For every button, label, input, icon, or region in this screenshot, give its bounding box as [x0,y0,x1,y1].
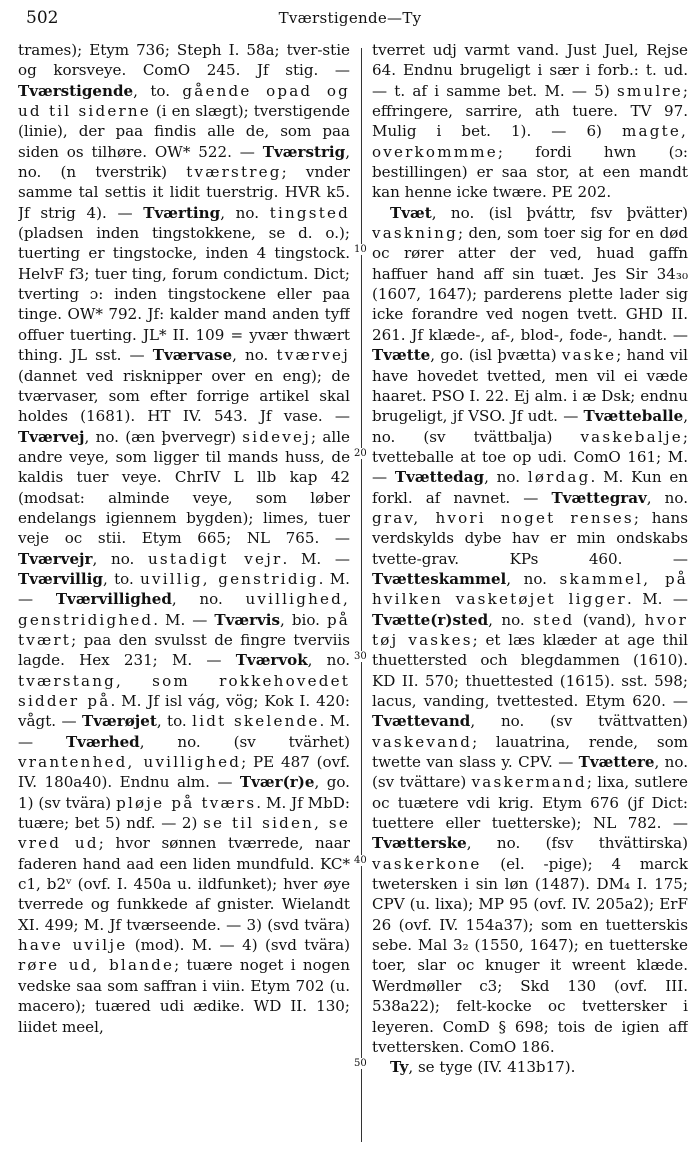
entry-text: , go. 1) (sv tvära) [18,773,350,812]
entry-text: ; PE 487 (ovf. IV. 180a40). Endnu alm. — [18,753,350,792]
headword: Tvætterske [372,834,467,853]
definition: tværstang, som rokkehovedet sidder på [18,671,350,710]
definition: se til siden, se vred ud [18,814,350,853]
headword: Tværstigende [18,81,134,100]
definition: vaskning [372,224,458,243]
headword: Tværvase [152,346,233,365]
entry-text: . M. — [153,610,215,629]
entry-text: , no. [646,488,688,507]
definition: hvor tøj vaskes [372,610,688,649]
entry-text: . M. — [626,590,688,609]
headword: Tværting [143,203,221,222]
entry-text: ; vnder samme tal settis it lidit tuerstrig. HVR k5. Jf strig 4). — [18,163,350,222]
entry-text: ; lixa, sutlere oc tuætere vdi krig. Etym 676 (jf Dict: tuettere eller tuetterske); NL 782. — [372,773,688,833]
definition: uvillighed, genstridighed [18,590,350,629]
entry-text: ; hans verdskylds dybe hav er min ondskabs tvette-grav. KPs 460. — [372,508,688,568]
headword: Tværøjet [82,712,157,731]
entry-text: , no. (sv tvättbalja) [372,407,688,446]
entry-text: . M. Jf isl vág, vög; Kok I. 420: vågt. — [18,692,350,731]
headword: Ty [390,1058,409,1077]
headword: Tvættere [578,753,655,772]
definition: sted [533,610,575,629]
headword: Tværvej [18,427,85,446]
headword: Tvæt [390,203,432,222]
entry-text: , no. [506,569,560,588]
headword: Tvætte [372,346,431,365]
page-header [0,0,700,36]
definition: vrantenhed, uvillighed [18,753,242,772]
entry-text: (dannet ved risknipper over en eng); de tværvaser, som efter forrige artikel skal holdes (1681). HT IV. 543. Jf vase. — [18,366,350,426]
headword: Tvær(r)e [239,773,315,792]
entry-text: , to. [102,569,141,588]
line-number: 50 [354,1058,367,1069]
entry-text: , to. [156,712,193,731]
dictionary-paragraph [372,40,688,203]
entry-text: , no. [171,590,246,609]
entry-text: , se tyge (IV. 413b17). [408,1058,576,1077]
headword: Tværhed [65,732,140,751]
definition: skammel, på hvilken vasketøjet ligger [372,569,688,609]
definition: vaske [561,346,617,365]
definition: vaskevand [372,732,473,751]
entry-text: , no. [307,651,350,670]
entry-text: ; hand vil have hovedet tvetted, men vil ei væde haaret. PSO I. 22. Ej alm. i æ Dsk; endnu brugeligt, jf VSO. Jf udt. — [372,346,688,426]
entry-text: , no. [92,549,149,568]
definition: lørdag [527,468,591,487]
entry-text: . M. — [282,549,350,568]
definition: vaskerkone [372,854,482,873]
headword: Tværvis [214,610,281,629]
definition: pløje på tværs [116,793,257,812]
entry-text: . M. — [18,569,350,609]
definition: gående opad og ud til siderne [18,81,350,121]
definition: uvillig, genstridig [140,569,319,588]
definition: grav, hvori noget renses [372,508,634,527]
entry-text: , bio. [280,610,327,629]
entry-text: , no. (sv tvättare) [372,753,688,792]
left-column [18,40,350,1136]
entry-text: . M. — [18,712,350,751]
definition: magte, overkommme [372,122,688,161]
dictionary-paragraph [372,203,688,1057]
entry-text: . M. Jf MbD: tuære; bet 5) ndf. — 2) [18,793,350,833]
headword: Tværvillig [18,569,103,588]
entry-text: ; tuære noget i nogen vedske saa som saffran i viin. Etym 702 (u. macero); tuæred udi ædike. WD II. 130; liidet meel, [18,956,350,1036]
headword: Tværvok [235,651,308,670]
column-divider [361,48,362,1142]
entry-text: ; tvetteballe at toe op udi. ComO 161; M. — [372,427,688,487]
dictionary-paragraph [372,1057,688,1077]
line-number: 30 [354,651,367,662]
headword: Tværvejr [18,549,93,568]
entry-text: , no. (fsv thvättirska) [466,834,688,853]
entry-text: (el. -pige); 4 marck twetersken i sin løn (1487). DM₄ I. 175; CPV (u. lixa); MP 95 (ovf. IV. 205a2); ErF 26 (ovf. IV. 154a37); som en tuetterskis sebe. Mal 3₂ (1550, 1647); en tuetterske toer, slar oc knuger it wreent klæde. Werdmøller c3; Skd 130 (ovf. III. 538a22); felt-kocke oc tvettersker i leyeren. ComD § 698; tois de igien aff tvettersken. ComO 186. [372,854,688,1056]
definition: røre ud, blande [18,956,175,975]
entry-text: , no. [488,610,534,629]
headword: Tvætteskammel [372,569,507,588]
line-number: 40 [354,855,367,866]
definition: på tvært [18,610,350,649]
definition: vaskebalje [580,427,683,446]
entry-text: , no. [232,346,277,365]
dictionary-paragraph [18,40,350,1037]
entry-text: ; hvor sønnen tværrede, naar faderen hand aad een liden mundfuld. KC* c1, b2ᵛ (ovf. I. 450a u. ildfunket); hver øye tverrede og funkkede af gnister. Wielandt XI. 499; M. Jf tværseende. — 3) (svd tvära) [18,834,350,934]
definition: vaskermand [471,773,587,792]
headword: Tvætte(r)sted [372,610,489,629]
definition: have uvilje [18,936,128,955]
entry-text: tverret udj varmt vand. Just Juel, Rejse 64. Endnu brugeligt i sær i forb.: t. ud. — t. af i samme bet. M. — 5) [372,41,688,100]
headword: Tvættegrav [551,488,647,507]
entry-text: (i en slægt); tverstigende (linie), der paa findis alle de, som paa siden os tilhøre. OW* 522. — [18,102,350,161]
right-column [372,40,688,1136]
definition: lidt skelende [192,712,320,731]
definition: sidevej [242,427,311,446]
entry-text: . M. Kun en forkl. af navnet. — [372,468,688,507]
entry-text: ; lauatrina, rende, som twette van slass y. CPV. — [372,732,688,772]
headword: Tværvillighed [55,590,172,609]
entry-text: (vand), [574,610,645,629]
entry-text: ; effringere, sarrire, ath tuere. TV 97. Mulig i bet. 1). — 6) [372,81,688,141]
headword: Tværstrig [262,142,346,161]
page-number: 502 [26,8,59,28]
line-number: 20 [354,448,367,459]
entry-text: trames); Etym 736; Steph I. 58a; tver-stie og korsveye. ComO 245. Jf stig. — [18,41,350,80]
entry-text: , go. (isl þvætta) [430,346,562,365]
headword: Tvætteballe [583,407,684,426]
entry-text: ; et læs klæder at age thil thuettersted och blegdammen (1610). KD II. 570; thuettested (1615). sst. 598; lacus, vanding, tvettested. Etym 620. — [372,630,688,710]
definition: smulre [616,81,683,100]
definition: tingsted [269,203,350,222]
entry-text: , no. (sv tvärhet) [139,732,350,751]
entry-text: (mod). M. — 4) (svd tvära) [127,936,350,955]
entry-text: , no. (isl þváttr, fsv þvätter) [431,203,688,222]
entry-text: ; den, som toer sig for en død oc rører atter der ved, huad gaffn haffuer hand aff sin tuæt. Jes Sir 34₃₀ (1607, 1647); parderens plette lader sig icke forandre ved nogen tvett. GHD II. 261. Jf klæde-, af-, blod-, fode-, handt. — [372,224,688,344]
entry-text: ; alle andre veye, som ligger til mands huss, de kaldis tuer veye. ChrIV L llb kap 42 (modsat: alminde veye, som løber endelangs igiennem bygden); limes, tuer veje oc stii. Etym 665; NL 765. — [18,427,350,548]
entry-text: , to. [133,81,183,100]
definition: ustadigt vejr [148,549,283,568]
running-title: Tværstigende—Ty [278,9,422,27]
entry-text: , no. [220,203,270,222]
entry-text: , no. (n tverstrik) [18,142,350,182]
entry-text: (pladsen inden tingstokkene, se d. o.); tuerting er tingstocke, inden 4 tingstock. HelvF f3; tuer ting, forum condictum. Dict; tverting ɔ: inden tingstockene eller paa tinge. OW* 792. Jf: kalder mand anden tyff offuer tuerting. JL* II. 109 = yvær thwært thing. JL sst. — [18,224,350,365]
entry-text: , no. (sv tvättvatten) [470,712,688,731]
entry-text: , no. (æn þvervegr) [84,427,243,446]
line-number: 10 [354,244,367,255]
headword: Tvættedag [394,468,485,487]
headword: Tvættevand [372,712,471,731]
entry-text: ; fordi hwn (ɔ: bestillingen) er saa stor, at een mandt kan henne icke twære. PE 202. [372,142,688,202]
definition: tværvej [276,346,350,365]
entry-text: , no. [484,468,528,487]
definition: tværstreg [186,163,282,182]
entry-text: ; paa den svulsst de fingre tverviis lagde. Hex 231; M. — [18,630,350,670]
